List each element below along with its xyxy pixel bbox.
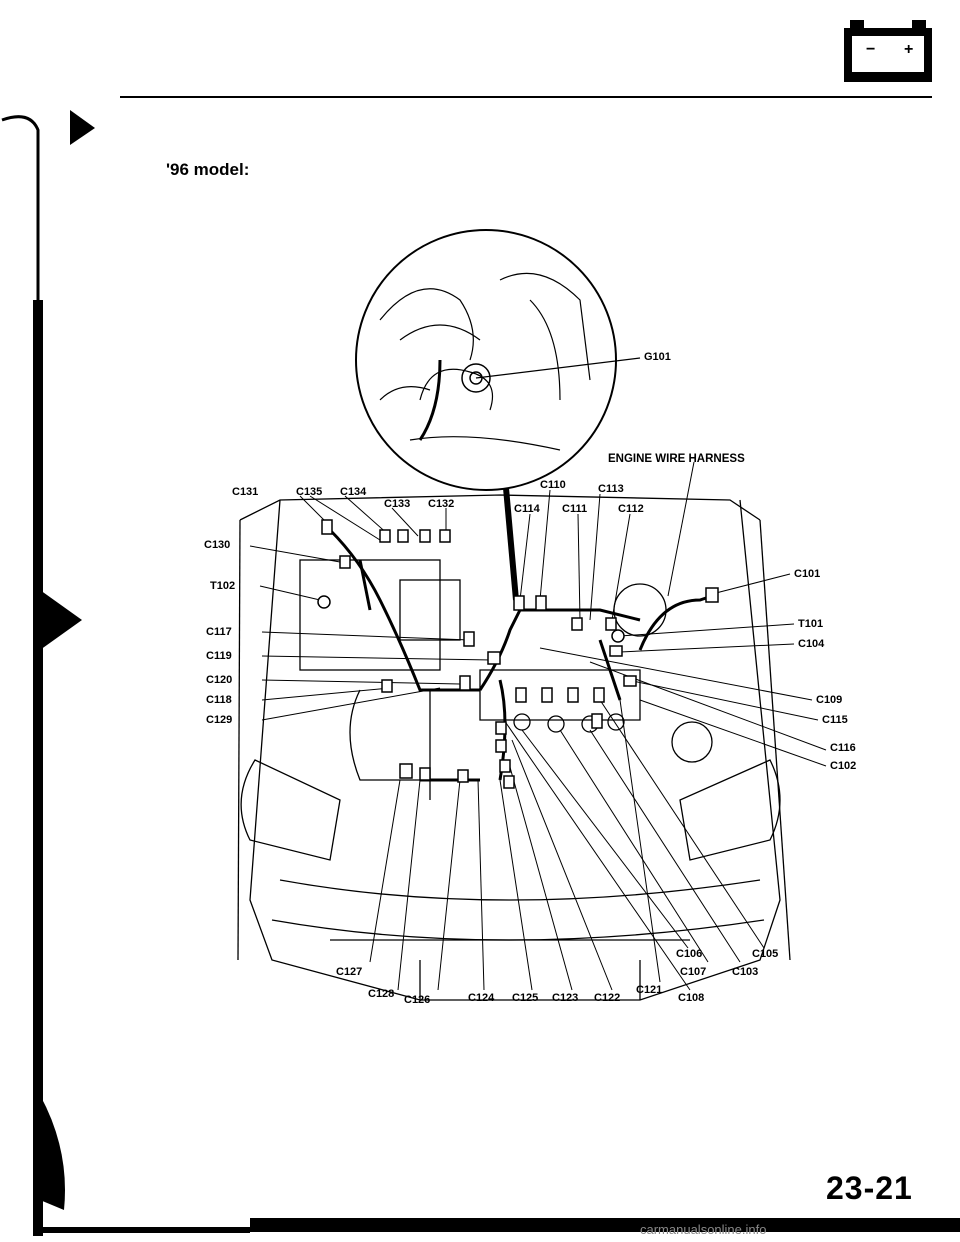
connector-c134: C134 — [340, 486, 367, 498]
connector-c128: C128 — [368, 988, 395, 1000]
connector-c111: C111 — [562, 503, 588, 515]
model-label: '96 model: — [166, 160, 250, 179]
connector-c121: C121 — [636, 984, 663, 996]
connector-c115: C115 — [822, 714, 848, 726]
connector-c119: C119 — [206, 650, 232, 662]
connector-c131: C131 — [232, 486, 259, 498]
connector-c109: C109 — [816, 694, 843, 706]
connector-c106: C106 — [676, 948, 703, 960]
connector-t102: T102 — [210, 580, 236, 592]
connector-c135: C135 — [296, 486, 323, 498]
connector-c108: C108 — [678, 992, 705, 1004]
connector-c130: C130 — [204, 539, 231, 551]
connector-c113: C113 — [598, 483, 624, 495]
connector-c114: C114 — [514, 503, 540, 515]
connector-c101: C101 — [794, 568, 821, 580]
battery-plus: + — [904, 41, 914, 58]
connector-c117: C117 — [206, 626, 232, 638]
connector-c122: C122 — [594, 992, 621, 1004]
connector-c102: C102 — [830, 760, 857, 772]
connector-c118: C118 — [206, 694, 232, 706]
connector-c123: C123 — [552, 992, 579, 1004]
connector-c105: C105 — [752, 948, 779, 960]
battery-minus: − — [866, 41, 876, 58]
ground-label: G101 — [644, 351, 671, 363]
connector-c125: C125 — [512, 992, 539, 1004]
connector-c129: C129 — [206, 714, 233, 726]
connector-c107: C107 — [680, 966, 707, 978]
connector-c126: C126 — [404, 994, 431, 1006]
ground-detail-circle — [356, 230, 640, 490]
connector-c110: C110 — [540, 479, 566, 491]
harness-title: ENGINE WIRE HARNESS — [608, 453, 745, 465]
connector-c116: C116 — [830, 742, 856, 754]
connector-c120: C120 — [206, 674, 233, 686]
footer-bar — [250, 1218, 960, 1232]
harness-wires — [330, 530, 712, 780]
connector-c103: C103 — [732, 966, 759, 978]
leader-lines — [250, 462, 826, 990]
connector-c104: C104 — [798, 638, 825, 650]
page-number: 23-21 — [826, 1170, 913, 1206]
connector-c127: C127 — [336, 966, 363, 978]
connector-t101: T101 — [798, 618, 824, 630]
connector-c112: C112 — [618, 503, 644, 515]
connector-c133: C133 — [384, 498, 411, 510]
connector-c132: C132 — [428, 498, 455, 510]
connector-c124: C124 — [468, 992, 495, 1004]
watermark: carmanualsonline.info — [640, 1222, 767, 1237]
